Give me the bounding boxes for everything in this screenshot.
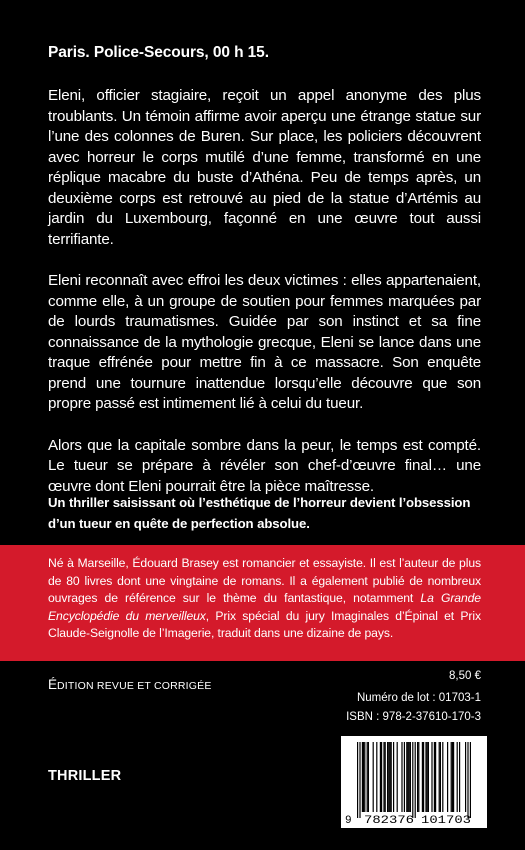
- barcode-bars: [357, 742, 471, 818]
- barcode-bar: [459, 742, 460, 812]
- synopsis: [48, 86, 481, 518]
- barcode-bar: [453, 742, 454, 812]
- barcode-bar: [397, 742, 398, 812]
- barcode-bar: [457, 742, 458, 812]
- barcode-bar: [410, 742, 411, 812]
- barcode-bar: [383, 742, 384, 812]
- barcode-bar: [415, 742, 416, 818]
- barcode-bar: [470, 742, 471, 818]
- bio-text: , Prix spécial du jury Imaginales d’Épinal et Prix Claude-Seignolle de l’Imagerie, traduit dans une dizaine de pays.: [48, 608, 481, 640]
- barcode-bar: [442, 742, 443, 812]
- barcode-bar: [359, 742, 360, 818]
- barcode-bar: [373, 742, 374, 812]
- barcode-bar: [412, 742, 413, 818]
- barcode-bar: [422, 742, 423, 812]
- barcode-bar: [388, 742, 389, 812]
- author-bio: [48, 555, 481, 643]
- barcode-bar: [417, 742, 418, 812]
- barcode-bar: [451, 742, 452, 812]
- barcode-graphic: [341, 736, 487, 828]
- barcode-bar: [435, 742, 436, 812]
- lot-number: Numéro de lot : 01703-1: [356, 692, 481, 704]
- barcode-bar: [389, 742, 390, 812]
- bio-book-title: La Grande Encyclopédie du merveilleux: [48, 591, 481, 623]
- barcode-bar: [465, 742, 466, 812]
- barcode-bar: [440, 742, 441, 812]
- edition-rest: DITION REVUE ET CORRIGÉE: [57, 680, 212, 692]
- barcode-bar: [427, 742, 428, 812]
- barcode-bar: [362, 742, 363, 812]
- barcode-bar: [431, 742, 432, 812]
- barcode-bar: [439, 742, 440, 812]
- barcode-bar: [407, 742, 408, 812]
- synopsis-paragraph: Alors que la capitale sombre dans la peur, le temps est compté. Le tueur se prépare à révéler son chef-d’œuvre final… une œuvre dont Eleni pourrait être la pièce maîtresse.: [48, 436, 481, 495]
- barcode-bar: [380, 742, 381, 812]
- synopsis-paragraph: Eleni, officier stagiaire, reçoit un appel anonyme des plus troublants. Un témoin affirme avoir aperçu une étrange statue sur l’une des colonnes de Buren. Sur place, les policiers découvrent avec horreur le corps mutilé d’une femme, transformé en une réplique macabre du buste d’Athéna. Peu de temps après, un deuxième corps est retrouvé au pied de la statue d’Artémis au jardin du Luxembourg, façonné en une œuvre tout aussi terrifiante.: [48, 87, 481, 248]
- barcode: [341, 736, 487, 828]
- price: 8,50 €: [449, 670, 481, 682]
- barcode-first-digit: 9: [345, 815, 352, 827]
- barcode-bar: [434, 742, 435, 812]
- barcode-left-digits: 782376: [364, 815, 414, 827]
- barcode-bar: [447, 742, 448, 812]
- tagline: Un thriller saisissant où l’esthétique de l’horreur devient l’obsession d’un tueur en quête de perfection absolue.: [48, 495, 471, 531]
- barcode-bar: [363, 742, 364, 812]
- barcode-bar: [425, 742, 426, 812]
- edition-initial: É: [48, 677, 58, 692]
- edition-note: [48, 677, 212, 692]
- barcode-bar: [401, 742, 402, 812]
- barcode-bar: [393, 742, 394, 812]
- barcode-bar: [428, 742, 429, 812]
- barcode-bar: [391, 742, 392, 812]
- barcode-bar: [364, 742, 365, 812]
- synopsis-paragraph: Eleni reconnaît avec effroi les deux victimes : elles appartenaient, comme elle, à un groupe de soutien pour femmes marquées par de lourds traumatismes. Guidée par son instinct et sa fine connaissance de la mythologie grecque, Eleni se lance dans une traque effrénée pour mettre fin à ce massacre. Son enquête prend une tournure inattendue lorsqu’elle découvre que son propre passé est intimement lié à celui du tueur.: [48, 272, 481, 412]
- barcode-bar: [368, 742, 369, 812]
- barcode-bar: [452, 742, 453, 812]
- bio-text: Né à Marseille, Édouard Brasey est romancier et essayiste. Il est l’auteur de plus de 80 livres dont une vingtaine de romans. Il a également publié de nombreux ouvrages de référence sur le thème du fantastique, notamment: [48, 556, 481, 605]
- barcode-bar: [357, 742, 358, 818]
- barcode-bar: [409, 742, 410, 812]
- barcode-bar: [423, 742, 424, 812]
- barcode-bar: [367, 742, 368, 812]
- barcode-bar: [381, 742, 382, 812]
- isbn: ISBN : 978-2-37610-170-3: [346, 711, 481, 723]
- barcode-bar: [404, 742, 405, 812]
- barcode-bar: [406, 742, 407, 812]
- barcode-right-digits: 101703: [421, 815, 471, 827]
- barcode-bar: [385, 742, 386, 812]
- genre-label: THRILLER: [48, 768, 122, 784]
- barcode-bar: [467, 742, 468, 818]
- barcode-bar: [418, 742, 419, 812]
- barcode-bar: [387, 742, 388, 812]
- headline: Paris. Police-Secours, 00 h 15.: [48, 44, 269, 61]
- barcode-bar: [376, 742, 377, 812]
